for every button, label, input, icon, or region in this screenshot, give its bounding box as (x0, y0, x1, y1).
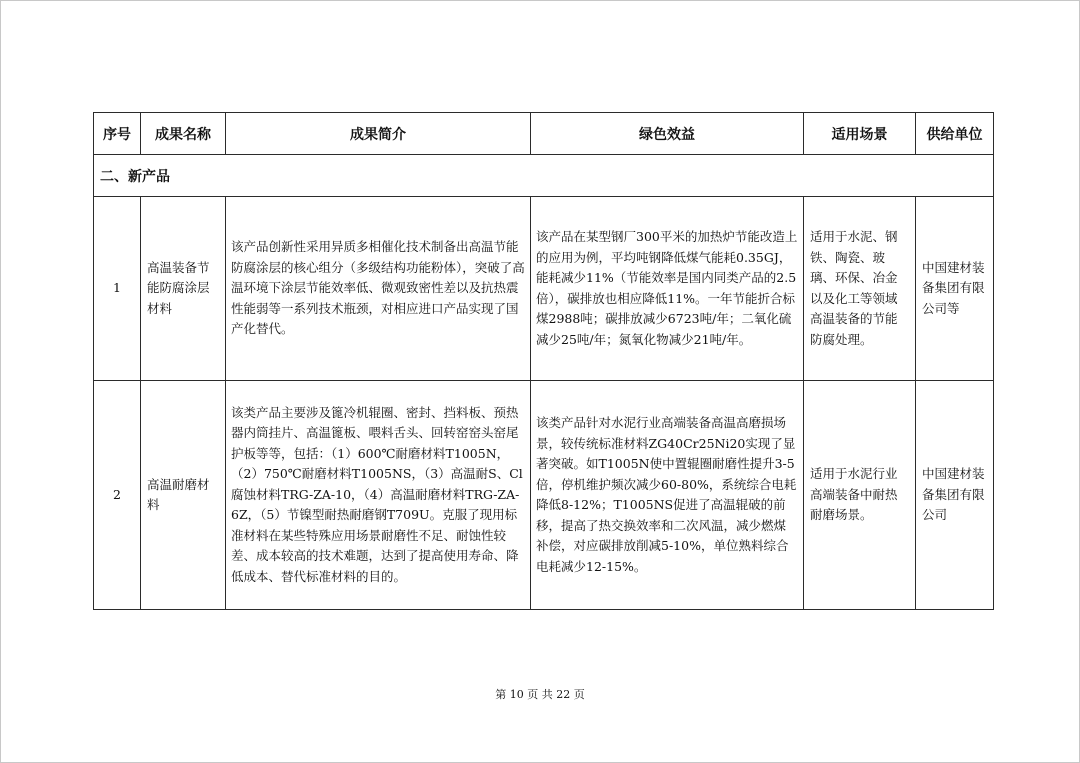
header-scene: 适用场景 (804, 113, 916, 155)
table-row (94, 381, 994, 610)
row-serial: 2 (94, 381, 141, 610)
row-benefit: 该产品在某型钢厂300平米的加热炉节能改造上的应用为例，平均吨钢降低煤气能耗0.35GJ，能耗减少11%（节能效率是国内同类产品的2.5倍），碳排放也相应降低11%。一年节能折合标煤2988吨；碳排放减少6723吨/年；二氧化硫减少25吨/年；氮氧化物减少21吨/年。 (531, 197, 804, 381)
section-title: 二、新产品 (94, 155, 994, 197)
header-intro: 成果简介 (226, 113, 531, 155)
row-intro: 该产品创新性采用异质多相催化技术制备出高温节能防腐涂层的核心组分（多级结构功能粉体），突破了高温环境下涂层节能效率低、微观致密性差以及抗热震性能弱等一系列技术瓶颈，对相应进口产品实现了国产化替代。 (226, 197, 531, 381)
section-row (94, 155, 994, 197)
row-supplier: 中国建材装备集团有限公司等 (916, 197, 994, 381)
row-name: 高温耐磨材料 (141, 381, 226, 610)
page-number: 第 10 页 共 22 页 (495, 688, 585, 701)
header-row (94, 113, 994, 155)
row-supplier: 中国建材装备集团有限公司 (916, 381, 994, 610)
results-table (93, 112, 994, 610)
header-benefit: 绿色效益 (531, 113, 804, 155)
table-row (94, 197, 994, 381)
row-serial: 1 (94, 197, 141, 381)
row-scene: 适用于水泥行业高端装备中耐热耐磨场景。 (804, 381, 916, 610)
row-name: 高温装备节能防腐涂层材料 (141, 197, 226, 381)
row-benefit: 该类产品针对水泥行业高端装备高温高磨损场景，较传统标准材料ZG40Cr25Ni20实现了显著突破。如T1005N使中置辊圈耐磨性提升3-5倍，停机维护频次减少60-80%，系统综合电耗降低8-12%；T1005NS促进了高温辊破的前移，提高了热交换效率和二次风温，减少燃煤补偿，对应碳排放削减5-10%，单位熟料综合电耗减少12-15%。 (531, 381, 804, 610)
header-name: 成果名称 (141, 113, 226, 155)
row-scene: 适用于水泥、钢铁、陶瓷、玻璃、环保、冶金以及化工等领域高温装备的节能防腐处理。 (804, 197, 916, 381)
header-supplier: 供给单位 (916, 113, 994, 155)
row-intro: 该类产品主要涉及篦冷机辊圈、密封、挡料板、预热器内筒挂片、高温篦板、喂料舌头、回转窑窑头窑尾护板等等，包括：（1）600℃耐磨材料T1005N，（2）750℃耐磨材料T1005NS，（3）高温耐S、Cl腐蚀材料TRG-ZA-10，（4）高温耐磨材料TRG-ZA-6Z，（5）节镍型耐热耐磨钢T709U。克服了现用标准材料在某些特殊应用场景耐磨性不足、耐蚀性较差、成本较高的技术难题，达到了提高使用寿命、降低成本、替代标准材料的目的。 (226, 381, 531, 610)
header-serial: 序号 (94, 113, 141, 155)
